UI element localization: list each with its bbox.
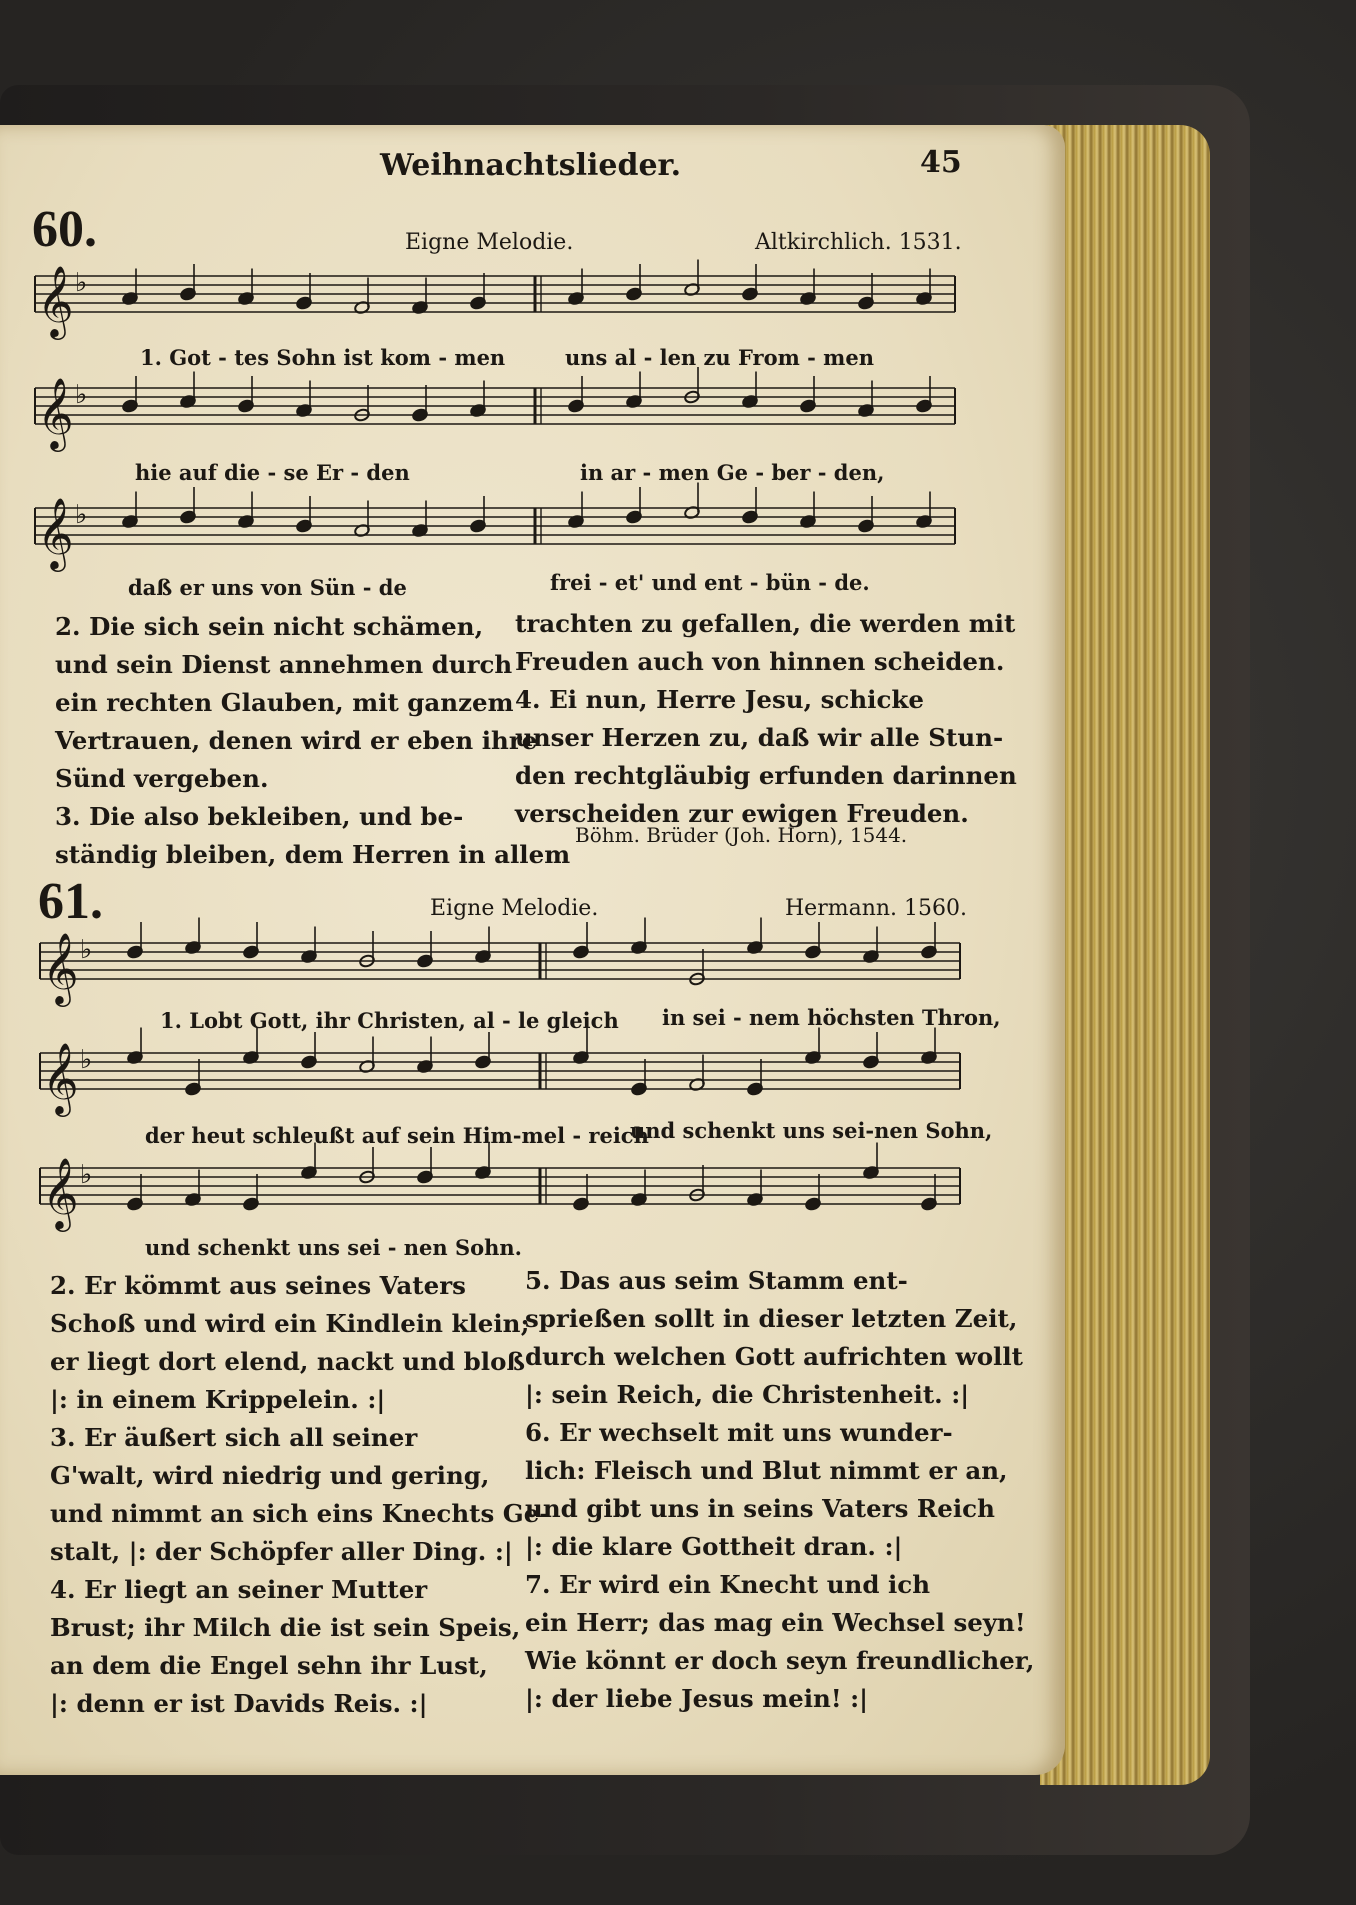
hymn-60-verse-left-line: ein rechten Glauben, mit ganzem: [55, 688, 514, 717]
hymn-61-melody: Eigne Melodie.: [430, 896, 599, 921]
flat-sign-icon: ♭: [80, 1160, 93, 1190]
running-header: Weihnachtslieder.: [380, 148, 682, 183]
treble-clef-icon: 𝄞: [37, 264, 74, 337]
hymn-61-verse-left-line: an dem die Engel sehn ihr Lust,: [50, 1651, 488, 1680]
hymn-60-verse-right-line: verscheiden zur ewigen Freuden.: [515, 799, 969, 828]
hymn-60-lyric-2a: hie auf die - se Er - den: [135, 460, 410, 485]
hymn-60-verses-right: [515, 605, 1017, 833]
hymn-61-verse-right-line: |: der liebe Jesus mein! :|: [525, 1684, 869, 1713]
hymn-61-verse-left-line: Brust; ihr Milch die ist sein Speis,: [50, 1613, 521, 1642]
hymn-61-verse-left-line: G'walt, wird niedrig und gering,: [50, 1461, 490, 1490]
hymn-60-lyric-2b: in ar - men Ge - ber - den,: [580, 460, 885, 485]
hymn-61-lyric-1a: 1. Lobt Gott, ihr Christen, al - le gleich: [160, 1008, 619, 1033]
hymn-60-verse-left-line: 2. Die sich sein nicht schämen,: [55, 612, 484, 641]
page-number: 45: [920, 145, 962, 180]
hymn-61-verse-right-line: ein Herr; das mag ein Wechsel seyn!: [525, 1608, 1026, 1637]
treble-clef-icon: 𝄞: [42, 1041, 79, 1114]
treble-clef-icon: 𝄞: [42, 931, 79, 1004]
hymn-61-verse-right-line: |: die klare Gottheit dran. :|: [525, 1532, 903, 1561]
hymn-61-verse-left-line: 3. Er äußert sich all seiner: [50, 1423, 418, 1452]
hymn-61-number: 61.: [38, 873, 103, 930]
hymn-60-verse-left-line: Vertrauen, denen wird er eben ihre: [55, 726, 538, 755]
hymn-61-verse-right-line: sprießen sollt in dieser letzten Zeit,: [525, 1304, 1018, 1333]
hymn-61-verse-right-line: 5. Das aus seim Stamm ent-: [525, 1266, 908, 1295]
hymn-61-verse-right-line: Wie könnt er doch seyn freundlicher,: [525, 1646, 1035, 1675]
hymn-61-lyric-2a: der heut schleußt auf sein Him-mel - reich: [145, 1123, 649, 1148]
hymn-60-source: Altkirchlich. 1531.: [755, 230, 962, 255]
hymn-61-verses-right: [525, 1262, 1034, 1718]
hymn-60-lyric-1b: uns al - len zu From - men: [565, 345, 875, 370]
hymn-61-verse-right-line: 7. Er wird ein Knecht und ich: [525, 1570, 931, 1599]
hymn-61-staff-2: [40, 1035, 1000, 1125]
hymn-60-staff-1: [35, 258, 995, 348]
hymn-61-lyric-2b: und schenkt uns sei-nen Sohn,: [630, 1118, 993, 1143]
hymn-60-verse-right-line: 4. Ei nun, Herre Jesu, schicke: [515, 685, 924, 714]
hymn-61-verse-left-line: er liegt dort elend, nackt und bloß: [50, 1347, 526, 1376]
flat-sign-icon: ♭: [75, 380, 88, 410]
hymn-61-verse-left-line: stalt, |: der Schöpfer aller Ding. :|: [50, 1537, 513, 1566]
hymn-60-lyric-3b: frei - et' und ent - bün - de.: [550, 570, 870, 595]
hymn-61-verse-left-line: Schoß und wird ein Kindlein klein;: [50, 1309, 530, 1338]
treble-clef-icon: 𝄞: [37, 496, 74, 569]
hymn-60-number: 60.: [32, 201, 97, 258]
hymn-61-staff-1: [40, 925, 1000, 1015]
treble-clef-icon: 𝄞: [42, 1156, 79, 1229]
hymn-61-verse-left-line: und nimmt an sich eins Knechts Ge-: [50, 1499, 550, 1528]
hymn-61-staff-3: [40, 1150, 1000, 1240]
hymn-61-verses-left: [50, 1267, 549, 1723]
hymn-61-verse-left-line: 2. Er kömmt aus seines Vaters: [50, 1271, 466, 1300]
hymn-60-verses-left: [55, 608, 570, 874]
hymn-60-verse-left-line: ständig bleiben, dem Herren in allem: [55, 840, 571, 869]
hymn-60-verse-left-line: Sünd vergeben.: [55, 764, 269, 793]
hymn-60-lyric-1a: 1. Got - tes Sohn ist kom - men: [140, 345, 506, 370]
hymn-60-verse-right-line: den rechtgläubig erfunden darinnen: [515, 761, 1017, 790]
flat-sign-icon: ♭: [75, 268, 88, 298]
hymn-60-staff-3: [35, 490, 995, 580]
treble-clef-icon: 𝄞: [37, 376, 74, 449]
page-edges: [1040, 125, 1210, 1785]
hymn-60-verse-right-line: Freuden auch von hinnen scheiden.: [515, 647, 1005, 676]
flat-sign-icon: ♭: [75, 500, 88, 530]
hymn-60-verse-right-line: unser Herzen zu, daß wir alle Stun-: [515, 723, 1004, 752]
hymn-61-verse-right-line: lich: Fleisch und Blut nimmt er an,: [525, 1456, 1008, 1485]
hymn-61-lyric-1b: in sei - nem höchsten Thron,: [662, 1005, 1001, 1030]
hymn-60-melody: Eigne Melodie.: [405, 230, 574, 255]
hymn-61-verse-right-line: durch welchen Gott aufrichten wollt: [525, 1342, 1023, 1371]
flat-sign-icon: ♭: [80, 935, 93, 965]
hymn-60-lyric-3a: daß er uns von Sün - de: [128, 575, 407, 600]
hymn-60-verse-left-line: 3. Die also bekleiben, und be-: [55, 802, 464, 831]
hymn-60-verse-left-line: und sein Dienst annehmen durch: [55, 650, 513, 679]
hymn-61-verse-right-line: |: sein Reich, die Christenheit. :|: [525, 1380, 970, 1409]
hymn-61-source: Hermann. 1560.: [785, 896, 968, 921]
hymn-60-verse-right-line: trachten zu gefallen, die werden mit: [515, 609, 1016, 638]
hymn-60-staff-2: [35, 370, 995, 460]
hymn-61-verse-right-line: und gibt uns in seins Vaters Reich: [525, 1494, 995, 1523]
hymn-60-attribution: Böhm. Brüder (Joh. Horn), 1544.: [575, 823, 908, 847]
hymn-61-verse-left-line: |: denn er ist Davids Reis. :|: [50, 1689, 428, 1718]
hymn-61-verse-right-line: 6. Er wechselt mit uns wunder-: [525, 1418, 953, 1447]
flat-sign-icon: ♭: [80, 1045, 93, 1075]
hymn-61-verse-left-line: |: in einem Krippelein. :|: [50, 1385, 386, 1414]
hymn-61-lyric-3a: und schenkt uns sei - nen Sohn.: [145, 1235, 522, 1260]
hymn-61-verse-left-line: 4. Er liegt an seiner Mutter: [50, 1575, 428, 1604]
